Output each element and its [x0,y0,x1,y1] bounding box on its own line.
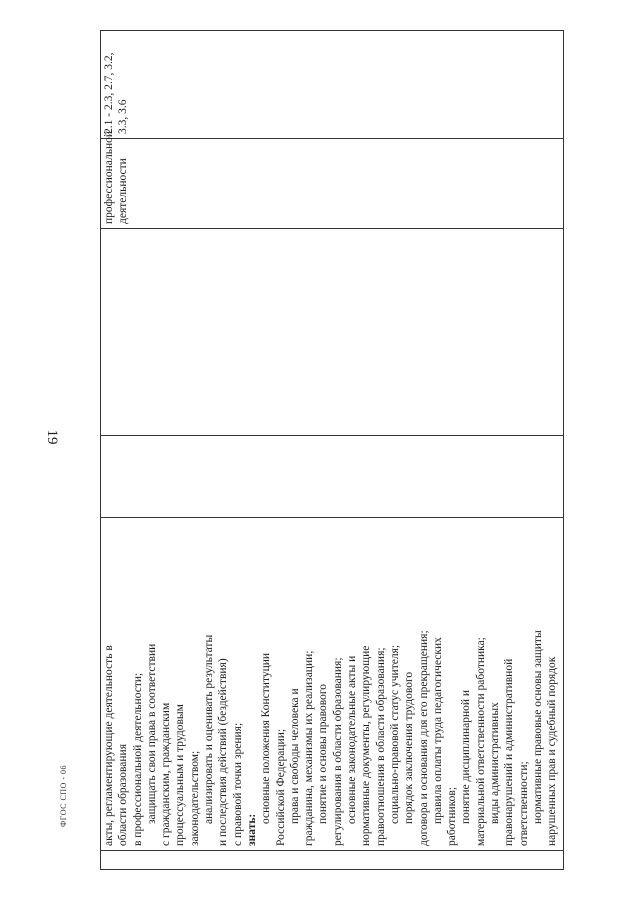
requirement-line: работников; [446,786,459,846]
requirement-line: регулирования в области образования; [331,657,344,846]
requirement-line: Российской Федерации; [274,728,287,846]
requirement-line: ответственности; [517,761,530,846]
table-col-index [100,850,564,870]
requirements-text [100,518,562,850]
discipline-text [100,130,133,228]
requirement-line: с гражданским, гражданским [160,702,173,846]
page-number: 19 [44,429,60,445]
requirement-line: договора и основания для его прекращения; [417,630,430,846]
requirement-line: правонарушений и административной [503,658,516,846]
footer-code: ФГОС СПО - 06 [59,765,68,828]
discipline-line: профессиональной [103,130,115,224]
requirement-line: нормативные документы, регулирующие [360,645,373,846]
requirement-line: понятие и основы правового [317,683,330,824]
discipline-line: деятельности [117,158,130,224]
requirement-line: в профессиональной деятельности; [131,672,144,846]
table-container [100,30,564,870]
requirement-line: гражданина, механизмы их реализации; [303,650,316,846]
requirement-line: основные положения Конституции [260,652,273,824]
requirement-line: и последствия действий (бездействия) [217,658,230,846]
requirement-line: права и свободы человека и [288,688,301,824]
requirement-line: с правовой точки зрения; [231,722,244,846]
requirement-line: акты, регламентирующие деятельность в [103,645,115,846]
table-col-hours-mandatory [100,228,564,435]
requirement-line: понятие дисциплинарной и [460,689,473,824]
requirement-line: нормативные правовые основы защиты [531,630,544,824]
competences-text [100,30,133,138]
table-col-discipline [100,130,564,228]
requirement-line: процессуальным и трудовым [174,704,187,846]
competence-line: 2.1 - 2.3, 2.7, 3.2, [103,52,115,134]
competence-line: 3.3, 3.6 [117,99,130,134]
requirement-line: защищать свои права в соответствии [145,643,158,824]
requirement-line: материальной ответственности работника; [474,637,487,846]
requirement-line: анализировать и оценивать результаты [203,634,216,824]
requirement-line: виды административных [489,702,502,824]
requirement-line: нарушенных прав и судебный порядок [546,656,559,846]
table-col-requirements [100,517,564,850]
table-col-competences [100,30,564,138]
requirement-line: основные законодательные акты и [346,655,359,824]
requirement-line: знать: [245,813,258,846]
requirement-line: законодательством; [188,750,201,846]
requirement-line: социально-правовой статус учителя; [388,644,401,824]
requirement-line: правила оплаты труда педагогических [431,637,444,824]
requirement-line: порядок заключения трудового [403,671,416,824]
requirement-line: области образования [117,744,130,846]
table-col-hours-max [100,435,564,517]
requirement-line: правоотношения в области образования; [374,647,387,846]
curriculum-table [100,30,564,870]
